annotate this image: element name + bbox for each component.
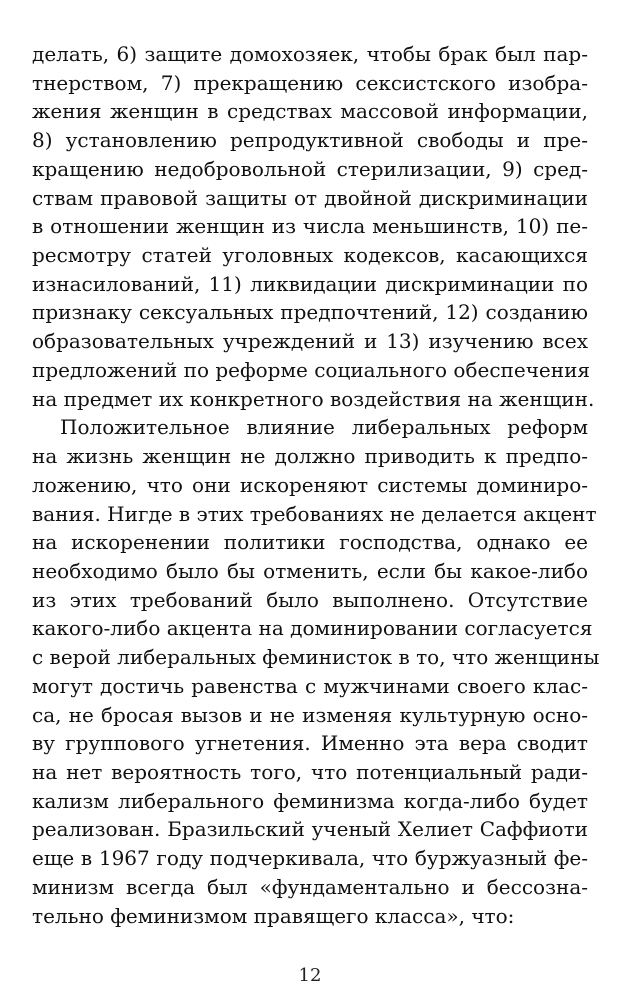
text-line: образовательных учреждений и 13) изучению всех	[32, 329, 588, 354]
text-line: какого-либо акцента на доминировании согласуется	[32, 616, 593, 641]
paragraph-container	[32, 40, 600, 930]
page-number: 12	[298, 965, 322, 986]
text-line: предложений по реформе социального обеспечения	[32, 357, 591, 382]
text-line: на искоренении политики господства, однако ее	[32, 530, 588, 555]
text-line: 8) установлению репродуктивной свободы и пре-	[32, 128, 588, 153]
text-line: ресмотру статей уголовных кодексов, касающихся	[32, 243, 588, 268]
text-line: ствам правовой защиты от двойной дискриминации	[32, 185, 588, 210]
text-line: признаку сексуальных предпочтений, 12) созданию	[32, 300, 588, 325]
text-line: с верой либеральных феминисток в то, что женщины	[32, 645, 600, 670]
text-line: изнасилований, 11) ликвидации дискриминации по	[32, 271, 588, 296]
paragraph	[32, 413, 600, 930]
text-line: на нет вероятность того, что потенциальный ради-	[32, 759, 588, 784]
text-line: реализован. Бразильский ученый Хелиет Саффиоти	[32, 817, 588, 842]
text-line: из этих требований было выполнено. Отсутствие	[32, 587, 588, 612]
text-line: вания. Нигде в этих требованиях не делается акцент	[32, 501, 597, 526]
text-line: жения женщин в средствах массовой информации,	[32, 99, 588, 124]
text-line: на жизнь женщин не должно приводить к предпо-	[32, 444, 588, 469]
text-line: минизм всегда был «фундаментально и бессозна-	[32, 874, 588, 899]
text-line: делать, 6) защите домохозяек, чтобы брак был пар-	[32, 42, 588, 66]
text-line: ву группового угнетения. Именно эта вера сводит	[32, 731, 588, 756]
text-line: кращению недобровольной стерилизации, 9) сред-	[32, 156, 588, 181]
text-line: кализм либерального феминизма когда-либо будет	[32, 788, 588, 813]
text-line: еще в 1967 году подчеркивала, что буржуазный фе-	[32, 846, 588, 871]
text-line: ложению, что они искореняют системы доминиро-	[32, 472, 588, 497]
text-line: могут достичь равенства с мужчинами своего клас-	[32, 673, 588, 698]
text-line: на предмет их конкретного воздействия на женщин.	[32, 386, 595, 411]
text-line: тнерством, 7) прекращению сексистского изобра-	[32, 70, 588, 95]
text-line: тельно феминизмом правящего класса», что:	[32, 903, 515, 928]
body-text	[32, 40, 600, 930]
paragraph	[32, 40, 595, 413]
text-line: необходимо было бы отменить, если бы какое-либо	[32, 558, 588, 583]
text-line: в отношении женщин из числа меньшинств, 10) пе-	[32, 214, 588, 239]
text-line: са, не бросая вызов и не изменяя культурную осно-	[32, 702, 588, 727]
text-line: Положительное влияние либеральных реформ	[60, 415, 588, 440]
book-page	[32, 40, 600, 1000]
